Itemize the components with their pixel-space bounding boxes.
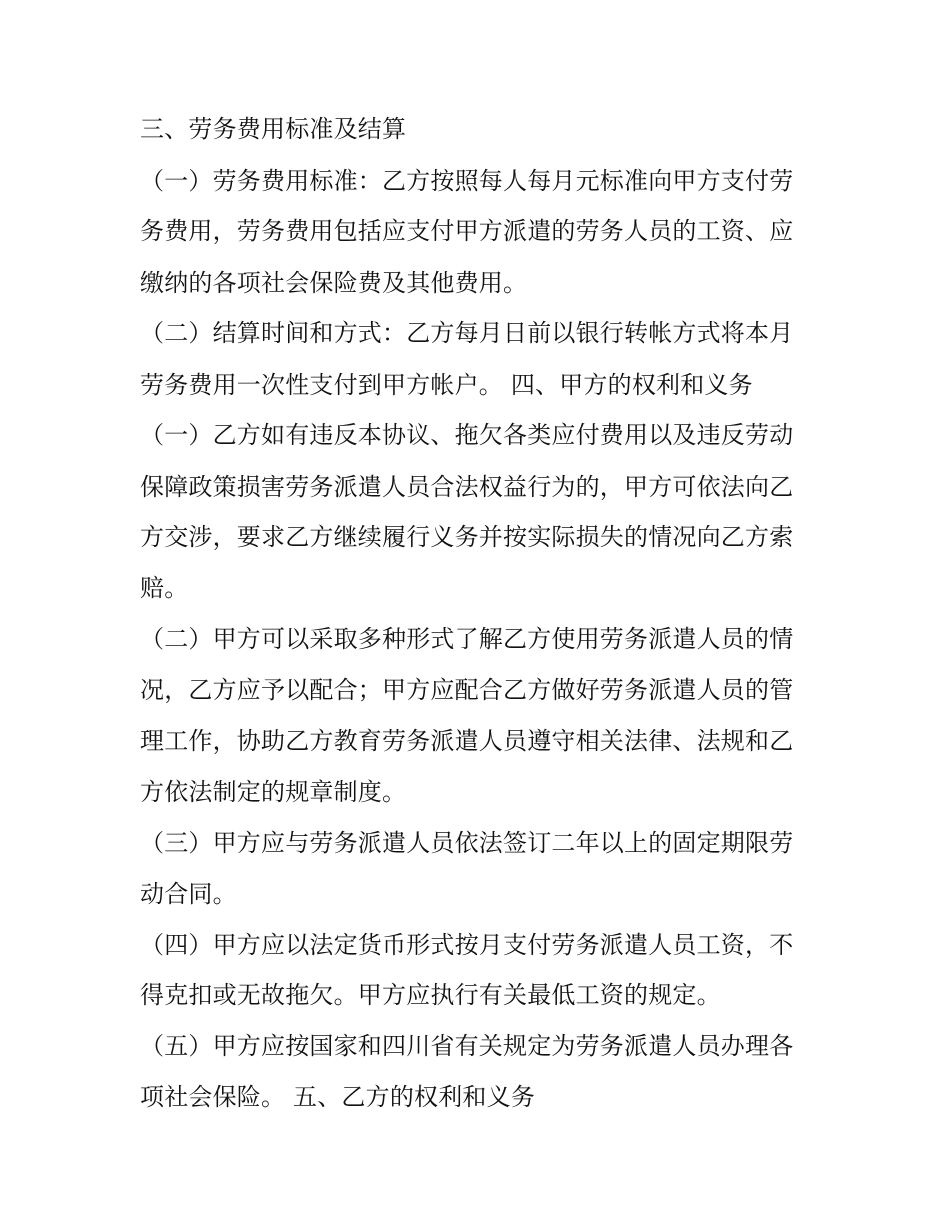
text-line: （五）甲方应按国家和四川省有关规定为劳务派遣人员办理各 [140, 1032, 794, 1060]
section-heading: 三、劳务费用标准及结算 [140, 115, 407, 143]
text-line: （二）结算时间和方式：乙方每月日前以银行转帐方式将本月 [140, 319, 794, 347]
text-line: 方交涉，要求乙方继续履行义务并按实际损失的情况向乙方索 [140, 523, 794, 551]
text-line: （三）甲方应与劳务派遣人员依法签订二年以上的固定期限劳 [140, 829, 794, 857]
text-line: 况，乙方应予以配合；甲方应配合乙方做好劳务派遣人员的管 [140, 676, 794, 704]
text-line: （二）甲方可以采取多种形式了解乙方使用劳务派遣人员的情 [140, 625, 794, 653]
text-line: （四）甲方应以法定货币形式按月支付劳务派遣人员工资，不 [140, 931, 794, 959]
text-line: 务费用，劳务费用包括应支付甲方派遣的劳务人员的工资、应 [140, 217, 794, 245]
text-line: 方依法制定的规章制度。 [140, 778, 407, 806]
text-line: 缴纳的各项社会保险费及其他费用。 [140, 269, 528, 297]
text-line: 得克扣或无故拖欠。甲方应执行有关最低工资的规定。 [140, 981, 721, 1009]
text-line: 赔。 [140, 574, 189, 602]
text-line: 劳务费用一次性支付到甲方帐户。 四、甲方的权利和义务 [140, 371, 753, 399]
text-line: 保障政策损害劳务派遣人员合法权益行为的，甲方可依法向乙 [140, 473, 794, 501]
text-line: （一）劳务费用标准：乙方按照每人每月元标准向甲方支付劳 [140, 167, 794, 195]
text-line: （一）乙方如有违反本协议、拖欠各类应付费用以及违反劳动 [140, 421, 794, 449]
text-line: 动合同。 [140, 880, 237, 908]
text-line: 理工作，协助乙方教育劳务派遣人员遵守相关法律、法规和乙 [140, 727, 794, 755]
text-line: 项社会保险。 五、乙方的权利和义务 [140, 1083, 536, 1111]
